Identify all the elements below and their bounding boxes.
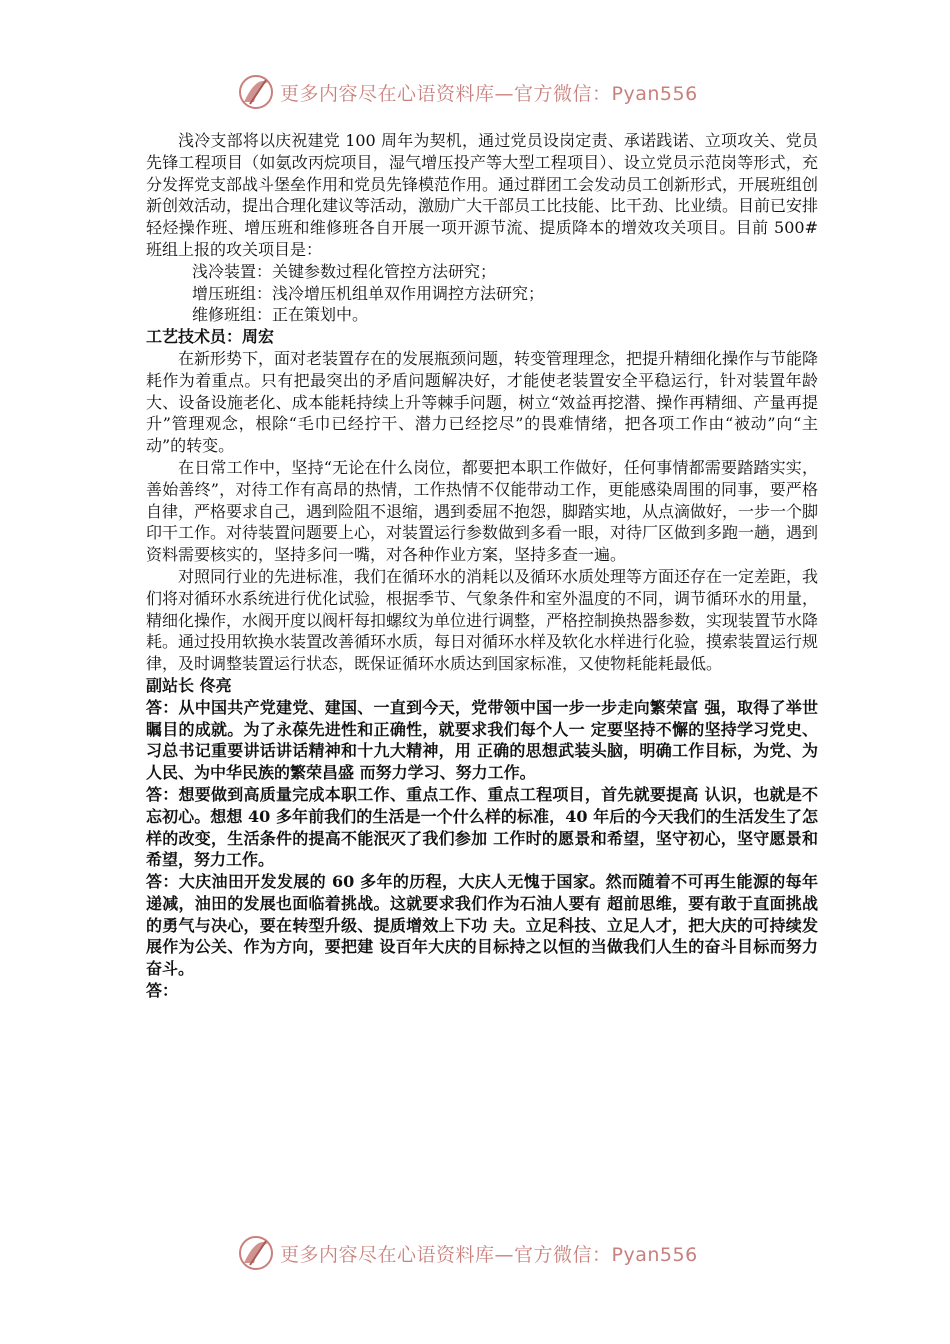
paragraph-2: 在新形势下，面对老装置存在的发展瓶颈问题，转变管理理念，把提升精细化操作与节能降耗作为着重点。只有把最突出的矛盾问题解决好，才能使老装置安全平稳运行，针对装置年龄大、设备设施老化、成本能耗持续上升等棘手问题，树立“效益再挖潜、操作再精细、产量再提升”管理观念，根除“毛巾已经拧干、潜力已经挖尽”的畏难情绪，把各项工作由“被动”向“主动”的转变。 — [146, 348, 819, 456]
project-item-2: 增压班组：浅冷增压机组单双作用调控方法研究； — [192, 283, 545, 303]
watermark-text: 更多内容尽在心语资料库—官方微信：Pyan556 — [280, 1243, 698, 1266]
section-heading-deputy: 副站长 佟亮 — [146, 675, 232, 695]
watermark-top — [236, 72, 698, 112]
paragraph-4: 对照同行业的先进标准，我们在循环水的消耗以及循环水质处理等方面还存在一定差距，我们将对循环水系统进行优化试验，根据季节、气象条件和室外温度的不同，调节循环水的用量，精细化操作，水阀开度以阀杆每扣螺纹为单位进行调整，严格控制换热器参数，实现装置节水降耗。通过投用软换水装置改善循环水质，每日对循环水样及软化水样进行化验，摸索装置运行规律，及时调整装置运行状态，既保证循环水质达到国家标准，又使物耗能耗最低。 — [146, 566, 819, 674]
paragraph-3: 在日常工作中，坚持“无论在什么岗位，都要把本职工作做好，任何事情都需要踏踏实实，善始善终”，对待工作有高昂的热情，工作热情不仅能带动工作，更能感染周围的同事，要严格自律，严格要求自己，遇到险阻不退缩，遇到委屈不抱怨，脚踏实地，从点滴做好，一步一个脚印干工作。对待装置问题要上心，对装置运行参数做到多看一眼，对待厂区做到多跑一趟，遇到资料需要核实的，坚持多问一嘴，对各种作业方案，坚持多查一遍。 — [146, 457, 819, 565]
watermark-bottom — [236, 1233, 698, 1273]
answer-3: 答：大庆油田开发发展的 60 多年的历程，大庆人无愧于国家。然而随着不可再生能源的每年递减，油田的发展也面临着挑战。这就要求我们作为石油人要有 超前思维，要有敢于直面挑战的勇气与决心，要在转型升级、提质增效上下功 夫。立足科技、立足人才，把大庆的可持续发展作为公关、作为方向，要把建 设百年大庆的目标持之以恒的当做我们人生的奋斗目标而努力奋斗。 — [146, 872, 818, 979]
watermark-logo-icon — [236, 72, 276, 112]
watermark-logo-icon — [236, 1233, 276, 1273]
document-body — [146, 130, 818, 1002]
paragraph-1: 浅冷支部将以庆祝建党 100 周年为契机，通过党员设岗定责、承诺践诺、立项攻关、党员先锋工程项目（如氨改丙烷项目，湿气增压投产等大型工程项目）、设立党员示范岗等形式，充分发挥党支部战斗堡垒作用和党员先锋模范作用。通过群团工会发动员工创新形式，开展班组创新创效活动，提出合理化建议等活动，激励广大干部员工比技能、比干劲、比业绩。目前已安排轻烃操作班、增压班和维修班各自开展一项开源节流、提质降本的增效攻关项目。目前 500#班组上报的攻关项目是： — [146, 131, 819, 259]
answer-2: 答：想要做到高质量完成本职工作、重点工作、重点工程项目，首先就要提高 认识，也就是不忘初心。想想 40 多年前我们的生活是一个什么样的标准，40 年后的今天我们的生活发生了怎样的改变，生活条件的提高不能泯灭了我们参加 工作时的愿景和希望，坚守初心，坚守愿景和希望，努力工作。 — [146, 784, 818, 870]
project-item-1: 浅冷装置：关键参数过程化管控方法研究； — [192, 261, 497, 281]
watermark-text: 更多内容尽在心语资料库—官方微信：Pyan556 — [280, 82, 698, 105]
answer-1: 答：从中国共产党建党、建国、一直到今天，党带领中国一步一步走向繁荣富 强，取得了举世瞩目的成就。为了永葆先进性和正确性，就要求我们每个人一 定要坚持不懈的坚持学习党史、习总书记重要讲话讲话精神和十九大精神，用 正确的思想武装头脑，明确工作目标，为党、为人民、为中华民族的繁荣昌盛 而努力学习、努力工作。 — [146, 697, 818, 783]
project-item-3: 维修班组：正在策划中。 — [192, 305, 369, 325]
section-heading-technician: 工艺技术员：周宏 — [146, 327, 275, 347]
answer-4: 答： — [146, 981, 179, 1001]
